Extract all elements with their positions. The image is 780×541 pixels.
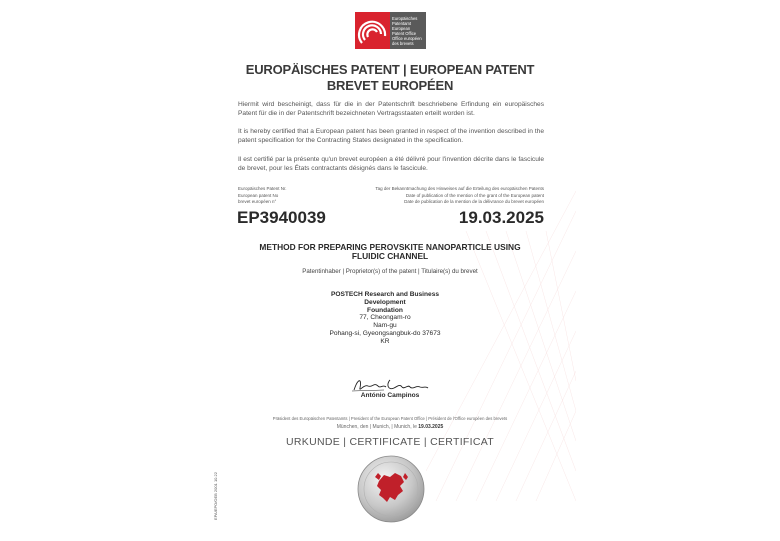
label-de: Europäisches Patent Nr.: [238, 186, 287, 191]
certificate-heading: URKUNDE | CERTIFICATE | CERTIFICAT: [286, 436, 494, 448]
invention-title: [230, 243, 550, 261]
proprietor-label: Patentinhaber | Proprietor(s) of the patent | Titulaire(s) du brevet: [302, 268, 478, 275]
address-street: 77, Cheongam-ro: [359, 314, 411, 322]
signatory-name: António Campinos: [360, 392, 420, 399]
label-fr: Date de publication de la mention de la délivrance du brevet européen: [404, 199, 544, 204]
logo-line: European: [392, 26, 411, 31]
europe-seal-icon: [357, 455, 425, 523]
logo-line: Europäisches: [392, 16, 418, 21]
epo-logo-text: [390, 12, 426, 49]
form-code: EPA/EPO/OEB 2001 10.22: [213, 472, 218, 520]
address-district: Nam-gu: [373, 322, 397, 330]
proprietor-name: Development: [364, 298, 406, 306]
label-de: Tag der Bekanntmachung des Hinweises auf die Erteilung des europäischen Patents: [375, 186, 544, 191]
patent-number: EP3940039: [237, 208, 326, 227]
epo-logo-mark: [355, 12, 390, 49]
statement-en: It is hereby certified that a European patent has been granted in respect of the invention described in the patent specification for the Contracting States designated in the specification.: [238, 128, 544, 144]
page-title: [230, 62, 550, 94]
statement-fr: Il est certifié par la présente qu'un brevet européen a été délivré pour l'invention décrite dans le fascicule de brevet, pour les États contractants désignés dans le fascicule.: [238, 156, 544, 172]
label-en: Date of publication of the mention of the grant of the European patent: [405, 192, 544, 198]
proprietor-name: Foundation: [367, 306, 403, 314]
logo-line: Office européen: [392, 36, 422, 41]
signature-place-date: [230, 424, 550, 430]
title-line-2: BREVET EUROPÉEN: [326, 78, 454, 93]
epo-logo: [355, 12, 426, 49]
proprietor-address: [300, 291, 470, 346]
logo-line: des brevets: [392, 41, 414, 46]
statement-de: Hiermit wird bescheinigt, dass für die in der Patentschrift beschriebene Erfindung ein europäisches Patent für die in der Patentschrift bezeichneten Vertragsstaaten erteilt worden ist.: [238, 101, 544, 117]
label-fr: brevet européen n°: [238, 199, 277, 204]
address-city: Pohang-si, Gyeongsangbuk-do 37673: [329, 329, 441, 337]
signature-date: 19.03.2025: [418, 424, 444, 430]
address-country: KR: [380, 337, 390, 345]
signatory-role: Präsident des Europäischen Patentamts | President of the European Patent Office | Président de l'Office européen des brevets: [272, 416, 508, 421]
grant-date: 19.03.2025: [458, 208, 544, 227]
logo-line: Patentamt: [392, 21, 412, 26]
proprietor-name: POSTECH Research and Business: [330, 291, 440, 298]
grant-date-label: [375, 186, 544, 206]
signature-place: München, den | Munich, | Munich, le: [336, 424, 417, 430]
label-en: European patent No: [238, 192, 279, 198]
invention-title-line-2: FLUIDIC CHANNEL: [351, 251, 429, 261]
title-line-1: EUROPÄISCHES PATENT | EUROPEAN PATENT: [245, 62, 535, 77]
invention-title-line-1: METHOD FOR PREPARING PEROVSKITE NANOPARTICLE USING: [259, 242, 521, 252]
patent-number-label: [238, 186, 287, 206]
logo-line: Patent Office: [392, 31, 417, 36]
